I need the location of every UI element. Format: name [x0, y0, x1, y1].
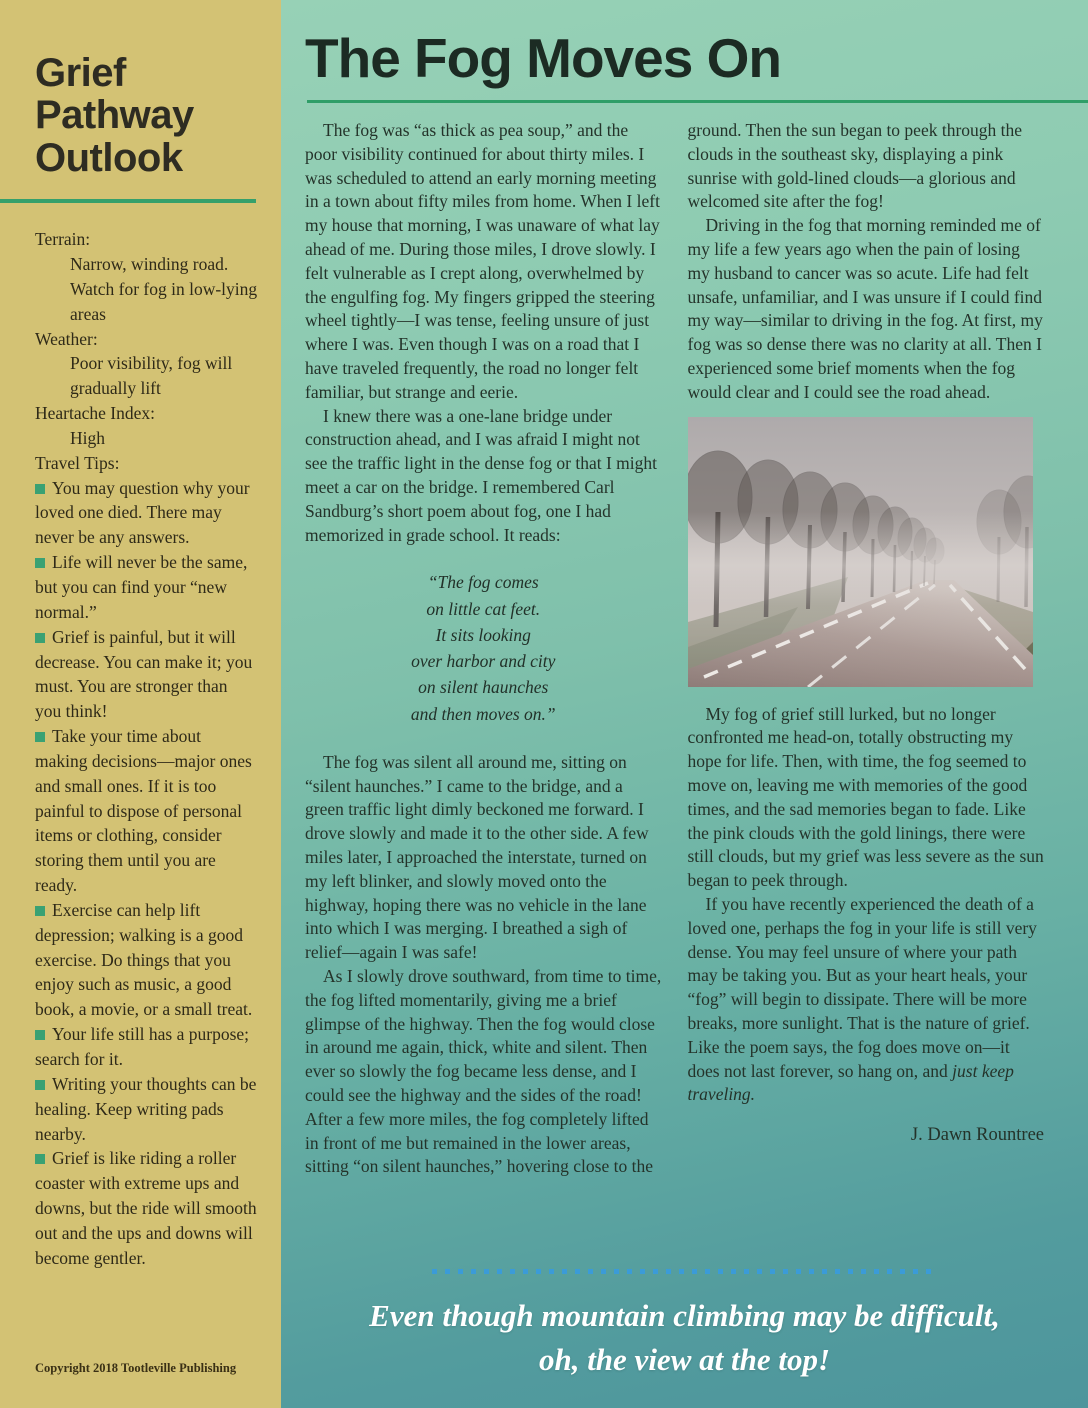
- copyright-notice: Copyright 2018 Tootleville Publishing: [35, 1360, 237, 1375]
- bullet-square-icon: [35, 906, 45, 916]
- sidebar-title: Grief Pathway Outlook: [35, 51, 194, 180]
- paragraph-text: If you have recently experienced the death of a loved one, perhaps the fog in your life is still very dense. You may feel unsure of where your path may be taking you. But as your heart heals, your “fog” will begin to dissipate. There will be more breaks, more sunlight. That is the nature of grief. Like the poem says, the fog does move on—it does not last forever, so hang on, and: [687, 893, 1037, 1081]
- list-item: [35, 724, 257, 898]
- paragraph: I knew there was a one-lane bridge under construction ahead, and I was afraid I might not see the traffic light in the dense fog or that I might meet a car on the bridge. I remembered Carl Sandburg’s short poem about fog, one I had memorized in grade school. It reads:: [305, 405, 658, 545]
- sidebar-divider: [0, 199, 256, 203]
- footer-quote-line: Even though mountain climbing may be difficult,: [369, 1297, 1000, 1333]
- bullet-square-icon: [35, 484, 45, 494]
- terrain-value: Narrow, winding road. Watch for fog in low-lying areas: [70, 254, 258, 324]
- bullet-square-icon: [35, 732, 45, 742]
- list-item: [35, 625, 257, 724]
- list-item: [35, 1022, 257, 1072]
- footer-quote-line: oh, the view at the top!: [538, 1341, 831, 1377]
- tip-text: Your life still has a purpose; search for it.: [35, 1024, 250, 1070]
- bullet-square-icon: [35, 1080, 45, 1090]
- list-item: [35, 550, 257, 625]
- paragraph: As I slowly drove southward, from time to time, the fog lifted momentarily, giving me a brief glimpse of the highway. Then the fog would close in around me again, thick, white and silent. Then ever so slowly the fog became less dense, and I could see the highway and the sides of the road! After a few more miles, the fog completely lifted in front of me but remained in the lower areas, sitting “on silent haunches,” hovering close to the: [305, 966, 662, 1177]
- poem-line: on silent haunches: [418, 677, 549, 698]
- poem-line: on little cat feet.: [426, 598, 541, 619]
- foggy-road-photo: [688, 417, 1033, 687]
- tip-text: Life will never be the same, but you can find your “new normal.”: [35, 552, 248, 622]
- heartache-index-label: Heartache Index:: [35, 403, 155, 424]
- footer-quote-block: [281, 1269, 1088, 1382]
- author-byline: J. Dawn Rountree: [910, 1125, 1044, 1146]
- paragraph: ground. Then the sun began to peek through the clouds in the southeast sky, displaying a pink sunrise with gold-lined clouds—a glorious and welcomed site after the fog!: [687, 120, 1023, 212]
- paragraph: Driving in the fog that morning reminded me of my life a few years ago when the pain of losing my husband to cancer was so acute. Life had felt unsafe, unfamiliar, and I was unsure if I could find my way—similar to driving in the fog. At first, my fog was so dense there was no clarity at all. Then I experienced some brief moments when the fog would clear and I could see the road ahead.: [687, 215, 1043, 402]
- weather-label: Weather:: [35, 328, 98, 349]
- tip-text: Writing your thoughts can be healing. Keep writing pads nearby.: [35, 1073, 257, 1144]
- list-item: [35, 1072, 257, 1147]
- travel-tips-label: Travel Tips:: [35, 452, 120, 473]
- weather-value: Poor visibility, fog will gradually lift: [70, 353, 233, 399]
- tip-text: Grief is painful, but it will decrease. You can make it; you must. You are stronger than you think!: [35, 626, 253, 722]
- article-columns: [281, 119, 1088, 1179]
- sidebar-outlook-list: [35, 227, 257, 1270]
- poem-line: “The fog comes: [427, 572, 539, 593]
- page-title: The Fog Moves On: [305, 27, 781, 89]
- bullet-square-icon: [35, 1030, 45, 1040]
- emphasized-text: just keep traveling.: [687, 1060, 1014, 1105]
- bullet-square-icon: [35, 633, 45, 643]
- poem-line: over harbor and city: [411, 651, 556, 672]
- sidebar: [0, 0, 281, 1408]
- article-column-1: [305, 119, 662, 1179]
- tip-text: Exercise can help lift depression; walking is a good exercise. Do things that you enjoy such as music, a good book, a movie, or a small treat.: [35, 899, 253, 1020]
- footer-quote: [281, 1294, 1088, 1382]
- paragraph: My fog of grief still lurked, but no longer confronted me head-on, totally obstructing my hope for life. Then, with time, the fog seemed to move on, leaving me with memories of the good times, and the sad memories began to fade. Like the pink clouds with the gold linings, there were still clouds, but my grief was less severe as the sun began to peek through.: [687, 703, 1044, 891]
- list-item: [35, 476, 257, 551]
- terrain-label: Terrain:: [35, 229, 91, 250]
- article-area: [281, 0, 1088, 1408]
- poem-line: It sits looking: [435, 624, 531, 645]
- heartache-index-value: High: [70, 427, 105, 448]
- dotted-divider: [432, 1269, 938, 1274]
- bullet-square-icon: [35, 1154, 45, 1164]
- sandburg-fog-poem: [305, 569, 662, 727]
- list-item: [35, 1146, 257, 1270]
- bullet-square-icon: [35, 558, 45, 568]
- tip-text: Take your time about making decisions—major ones and small ones. If it is too painful to dispose of personal items or clothing, consider storing them until you are ready.: [35, 726, 252, 896]
- paragraph: The fog was “as thick as pea soup,” and the poor visibility continued for about thirty miles. I was scheduled to attend an early morning meeting in a town about fifty miles from home. When I left my house that morning, I was unaware of what lay ahead of me. During those miles, I drove slowly. I felt vulnerable as I crept along, overwhelmed by the engulfing fog. My fingers gripped the steering wheel tightly—I was tense, feeling unsure of just where I was. Even though I was on a road that I have traveled frequently, the road no longer felt familiar, but strange and eerie.: [305, 120, 660, 402]
- paragraph: The fog was silent all around me, sitting on “silent haunches.” I came to the bridge, and a green traffic light dimly beckoned me forward. I drove slowly and made it to the other side. A few miles later, I approached the interstate, turned on my left blinker, and slowly moved onto the highway, hoping there was no vehicle in the lane into which I was merging. I breathed a sigh of relief—again I was safe!: [305, 751, 649, 963]
- list-item: [35, 898, 257, 1022]
- tip-text: Grief is like riding a roller coaster with extreme ups and downs, but the ride will smooth out and the ups and downs will become gentler.: [35, 1148, 257, 1268]
- article-column-2: [688, 119, 1045, 1179]
- travel-tips-list: [35, 476, 257, 1271]
- tip-text: You may question why your loved one died. There may never be any answers.: [35, 477, 250, 548]
- paragraph: [688, 893, 1045, 1107]
- poem-line: and then moves on.”: [410, 703, 556, 724]
- title-divider: [307, 100, 1088, 103]
